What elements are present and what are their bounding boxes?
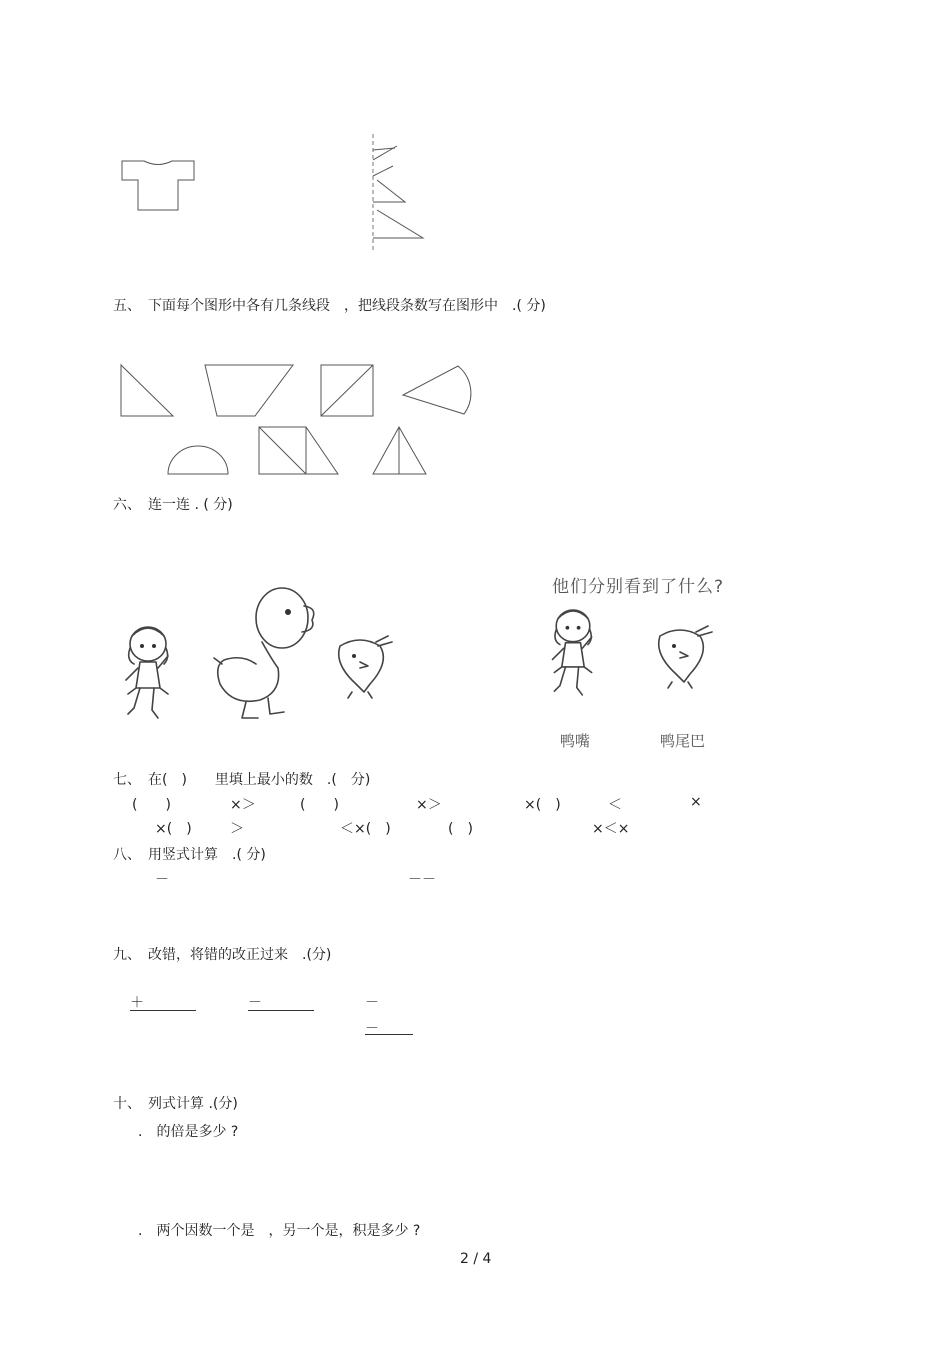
section-7-row1-op-2: ×＞ xyxy=(416,797,442,813)
square-with-diagonal-figure xyxy=(318,362,378,420)
photo-question: 他们分别看到了什么? xyxy=(552,577,725,597)
rectangle-with-triangles-figure xyxy=(256,424,342,478)
section-7-row2-blank-1[interactable]: ×( ) xyxy=(155,821,192,837)
page-number: 2 / 4 xyxy=(460,1251,492,1267)
section-7-row1-op-3: ＜ xyxy=(608,797,622,813)
trapezoid-figure xyxy=(202,362,297,420)
section-8-expression-2: －－ xyxy=(408,872,436,888)
section-7-row2-op-2: ×＜× xyxy=(592,821,630,837)
section-9-title: 九、 改错，将错的改正过来 .(分) xyxy=(113,947,332,963)
photo-label-duck-beak: 鸭嘴 xyxy=(560,732,591,750)
section-9-operator-3: － xyxy=(365,995,379,1011)
section-7-row2-blank-2[interactable]: ＜×( ) xyxy=(340,821,391,837)
section-8-expression-1: － xyxy=(155,872,169,888)
section-10-title: 十、 列式计算 .(分) xyxy=(113,1096,238,1112)
section-9-operator-4: － xyxy=(365,1021,379,1037)
section-9-operator-1: ＋ xyxy=(130,995,144,1011)
section-7-row1-blank-2[interactable]: ( ) xyxy=(300,797,339,813)
folded-shape-figure xyxy=(365,132,435,254)
section-10-question-1: . 的倍是多少 ? xyxy=(138,1124,239,1140)
chick-illustration-right xyxy=(650,622,720,688)
girl-illustration xyxy=(118,622,178,722)
photo-label-duck-tail: 鸭尾巴 xyxy=(660,732,706,750)
girl-illustration-right xyxy=(545,604,601,700)
duck-illustration xyxy=(212,584,322,724)
section-7-row1-op-1: ×＞ xyxy=(230,797,256,813)
section-8-title: 八、 用竖式计算 .( 分) xyxy=(113,847,266,863)
right-triangle-figure xyxy=(118,362,178,420)
section-9-rule-1 xyxy=(130,1010,196,1011)
section-7-row1-blank-3[interactable]: ×( ) xyxy=(524,797,561,813)
section-7-row2-blank-3[interactable]: ( ) xyxy=(448,821,473,837)
section-9-operator-2: － xyxy=(248,995,262,1011)
section-10-question-2: . 两个因数一个是 ，另一个是，积是多少 ? xyxy=(138,1223,421,1239)
section-7-row1-blank-1[interactable]: ( ) xyxy=(132,797,171,813)
chick-illustration xyxy=(330,632,400,698)
section-9-rule-3 xyxy=(365,1034,413,1035)
section-5-title: 五、 下面每个图形中各有几条线段 ，把线段条数写在图形中 .( 分) xyxy=(113,298,546,314)
semicircle-figure xyxy=(165,442,231,478)
section-9-rule-2 xyxy=(248,1010,314,1011)
sector-figure xyxy=(400,362,478,420)
section-6-title: 六、 连一连 . ( 分) xyxy=(113,497,233,513)
section-7-title: 七、 在( ) 里填上最小的数 .( 分) xyxy=(113,772,371,788)
shirt-figure xyxy=(118,158,198,214)
section-7-row1-op-4: × xyxy=(690,794,702,810)
triangle-with-median-figure xyxy=(370,424,430,478)
section-7-row2-op-1: ＞ xyxy=(230,821,244,837)
